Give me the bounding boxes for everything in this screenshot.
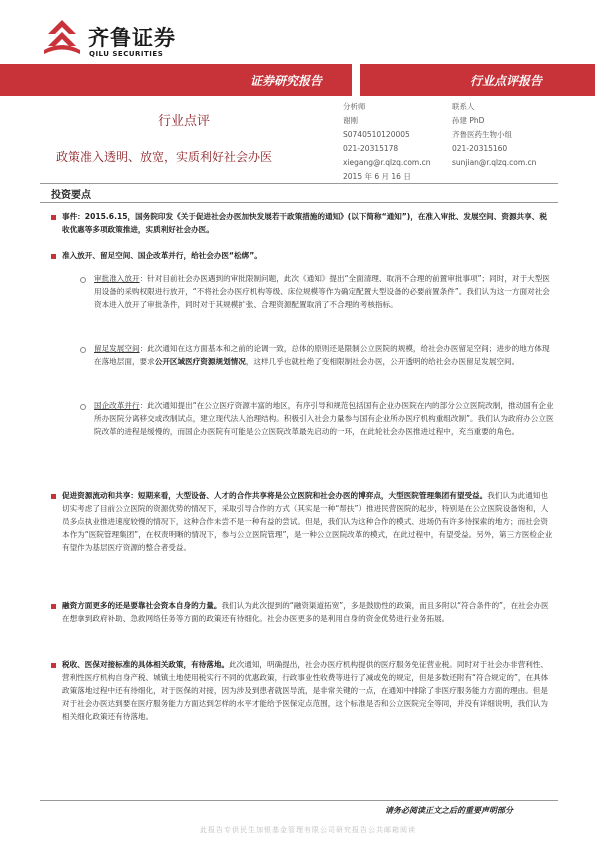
point-text: 我们认为此通知也切实考虑了目前公立医院的资源优势的情况下，采取引导合作的方式（其实是一种“帮扶”）推进民营医院的起步，特别是在公立医院设备饱和，人员多点执业推进速度较慢的情况下，这种合作未尝不是一种有益的尝试。但是，我们认为这种合作的模式、进场仍有许多待探索的地方；而社会资本作为“医院管理集团”，在权责明晰的情况下，参与公立医院管理”，是一种公立医院改革的模式，在此过程中，有望受益。另外，第三方医检企业有望作为基层医疗资源的整合者受益。 bbox=[62, 491, 553, 552]
section-title: 投资要点 bbox=[51, 190, 91, 201]
point-financing bbox=[62, 599, 554, 625]
sub-bullet-marker bbox=[80, 404, 86, 410]
analyst-phone: 021-20315178 bbox=[343, 144, 399, 153]
footer-divider bbox=[40, 800, 558, 801]
point-event: 事件：2015.6.15，国务院印发《关于促进社会办医加快发展若干政策措施的通知》(以下简称“通知”)，在准入审批、发展空间、资源共享、税收优惠等多项政策推进，实质利好社会办医。 bbox=[62, 212, 547, 234]
point-text: 此次通知，明确提出，社会办医疗机构提供的医疗服务免征营业税。同时对于社会办非营利性、营利性医疗机构自身产税、城镇土地使用税实行不同的优惠政策，行政事业性收费等进行了减或免的规定，但是多数还附有“符合规定的”，在具体政策落地过程中还有待细化，对于医保的对接，因为涉及到患者就医导流，是非常关键的一点，在通知中排除了非医疗服务能力方面的理由。但是对于社会办医达到要在医疗服务能力方面达到怎样的水平才能给予医保定点范围，这个标准是否和公立医院完全等同，并没有详细说明，我们认为相关细化政策还有待落地。 bbox=[62, 660, 549, 721]
watermark: 此报告专供民生加银基金管理有限公司研究报告公共邮箱阅读 bbox=[200, 826, 416, 834]
contact-name: 孙建 PhD bbox=[452, 116, 485, 125]
bullet-marker bbox=[51, 494, 56, 499]
sub-point-label: 国企改革并行 bbox=[94, 401, 140, 410]
report-type: 行业点评 bbox=[158, 114, 211, 129]
point-lead: 促进资源流动和共享：短期来看，大型设备、人才的合作共享将是公立医院和社会办医的博弈点，大型医院管理集团有望受益。 bbox=[62, 491, 488, 500]
section-divider-bottom bbox=[40, 202, 558, 203]
analyst-name: 谢刚 bbox=[343, 116, 358, 125]
sub-point-soe bbox=[94, 399, 554, 438]
bullet-marker bbox=[51, 604, 56, 609]
sub-point-text: ：此次通知在这方面基本和之前的论调一致，总体的原则还是限制公立医院的规模，给社会办医留足空间；进步的地方体现在落地层面，要求 bbox=[94, 344, 550, 366]
sub-point-text: ：此次通知提出“在公立医疗资源丰富的地区，有序引导和规范包括国有企业办医院在内的部分公立医院改制，推动国有企业所办医院分离移交或改制试点，建立现代法人治理结构。积极引入社会力量参与国有企业所办医疗机构重组改制”。我们认为政府办公立医院改革的进程是缓慢的，而国企办医院有可能是公立医院改革最先启动的一环，在此轮社会办医推进过程中，充当重要的角色。 bbox=[94, 401, 554, 436]
banner-divider bbox=[352, 64, 360, 96]
sub-bullet-marker bbox=[80, 347, 86, 353]
analyst-left bbox=[343, 100, 431, 184]
section-divider-top bbox=[40, 183, 558, 184]
point-text: 我们认为此次提到的“融资渠道拓宽”，多是鼓励性的政策，而且多附以“符合条件的”，在社会办医在想拿到政府补助、急救网络任务等方面的政策还有待细化。社会办医更多的是利用自身的资金优势进行业务拓展。 bbox=[62, 601, 549, 623]
analyst-email[interactable]: xiegang@r.qlzq.com.cn bbox=[343, 158, 431, 167]
banner-right-text: 行业点评报告 bbox=[470, 74, 543, 88]
report-headline: 政策准入透明、放宽，实质利好社会办医 bbox=[56, 150, 273, 164]
qilu-logo-icon bbox=[40, 18, 84, 58]
sub-point-label: 留足发展空间 bbox=[94, 344, 140, 353]
sub-point-highlight: 公开区域医疗资源规划情况 bbox=[154, 357, 246, 366]
analyst-role: 分析师 bbox=[343, 102, 366, 111]
sub-point-space bbox=[94, 342, 554, 368]
sub-point-approval bbox=[94, 272, 554, 311]
banner-left-text: 证券研究报告 bbox=[250, 74, 323, 88]
contact-team: 齐鲁医药生物小组 bbox=[452, 130, 512, 139]
point-deregulation: 准入放开、留足空间、国企改革并行，给社会办医“松绑”。 bbox=[62, 251, 262, 260]
point-lead: 税收、医保对接标准的具体相关政策，有待落地。 bbox=[62, 660, 230, 669]
sub-point-text: ：针对目前社会办医遇到的审批限制问题，此次《通知》提出“全面清理、取消不合理的前置审批事项”；同时，对于大型医用设备的采购权限进行放开，“不将社会办医疗机构等级、床位规模等作为确定配置大型设备的必要前置条件”。我们认为这一方面对社会资本进入放开了审批条件，同时对于其规模扩张、合理资源配置取消了不合理的考核指标。 bbox=[94, 274, 550, 309]
disclaimer-note: 请务必阅读正文之后的重要声明部分 bbox=[385, 806, 513, 815]
bullet-marker bbox=[51, 663, 56, 668]
point-resource-sharing bbox=[62, 489, 554, 554]
logo-name-en: QILU SECURITIES bbox=[89, 50, 164, 58]
contact-role: 联系人 bbox=[452, 102, 475, 111]
contact-phone: 021-20315160 bbox=[452, 144, 508, 153]
company-logo bbox=[40, 18, 200, 68]
sub-point-text: ，这样几乎也就杜绝了变相限制社会办医，公开透明的给社会办医留足发展空间。 bbox=[245, 357, 520, 366]
analyst-cert: S0740510120005 bbox=[343, 130, 410, 139]
analyst-right bbox=[452, 100, 536, 170]
point-tax-insurance bbox=[62, 658, 554, 723]
contact-email[interactable]: sunjian@r.qlzq.com.cn bbox=[452, 158, 537, 167]
sub-bullet-marker bbox=[80, 277, 86, 283]
bullet-marker bbox=[51, 254, 56, 259]
report-date: 2015 年 6 月 16 日 bbox=[343, 172, 411, 181]
bullet-marker bbox=[51, 215, 56, 220]
sub-point-label: 审批准入放开 bbox=[94, 274, 140, 283]
logo-name-cn: 齐鲁证券 bbox=[88, 26, 176, 50]
point-lead: 融资方面更多的还是要靠社会资本自身的力量。 bbox=[62, 601, 222, 610]
